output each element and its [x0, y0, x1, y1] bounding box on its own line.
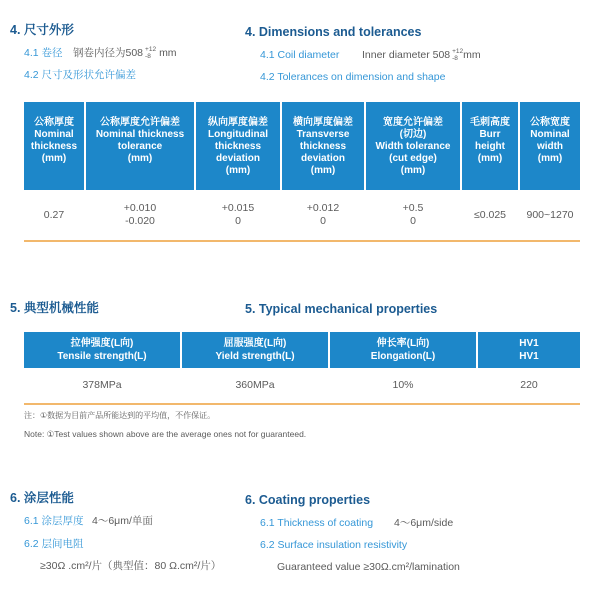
cell-value-lower: -0.020: [125, 215, 155, 227]
cell-value: 220: [520, 378, 538, 391]
header-nominal-width: [520, 102, 580, 190]
cell-elongation: [330, 372, 476, 398]
section-6-heading-en: 6. Coating properties: [245, 493, 371, 507]
header-line-zh: 伸长率(L向): [376, 338, 430, 349]
header-line-en: Tensile strength(L): [57, 351, 147, 362]
coating-thickness-value-en: 4～6μm/side: [394, 517, 454, 529]
header-line-en: thickness: [214, 141, 262, 152]
table-row: [24, 192, 580, 238]
tolerances-label-en: 4.2 Tolerances on dimension and shape: [260, 71, 446, 83]
cell-burr-height: [462, 192, 518, 238]
header-line-unit: (mm): [537, 153, 563, 164]
tolerances-label-zh: 4.2 尺寸及形状允许偏差: [24, 69, 137, 81]
cell-value: 378MPa: [82, 378, 122, 391]
header-nominal-thickness-tolerance: [86, 102, 194, 190]
header-line-en: Transverse: [296, 129, 350, 140]
tolerance-lower-en: -8: [452, 55, 458, 62]
cell-nominal-width: [520, 192, 580, 238]
cell-longitudinal-deviation: [196, 192, 280, 238]
cell-tensile-strength: [24, 372, 180, 398]
coil-diameter-tolerance-zh: [145, 46, 156, 60]
header-line-en: Longitudinal: [208, 129, 268, 140]
cell-value: 0.27: [43, 208, 65, 221]
tolerance-lower-zh: -8: [145, 53, 151, 60]
cell-hardness: [478, 372, 580, 398]
section-5-heading-en: 5. Typical mechanical properties: [245, 302, 438, 316]
header-line-en: deviation: [216, 153, 260, 164]
coil-diameter-unit-zh: mm: [159, 47, 177, 59]
header-line-unit: (mm): [41, 153, 67, 164]
table-bottom-divider: [24, 403, 580, 405]
header-line-en: height: [475, 141, 505, 152]
header-line-en: Nominal: [34, 129, 74, 140]
header-line-en: Burr: [479, 129, 501, 140]
coil-diameter-value-zh: [73, 46, 177, 60]
resistivity-label-zh: 6.2 层间电阻: [24, 538, 84, 550]
header-line-zh: 拉伸强度(L向): [70, 338, 134, 349]
coil-diameter-tolerance-en: [452, 48, 463, 62]
header-line-en: Elongation(L): [370, 351, 436, 362]
header-line-unit: (mm): [310, 165, 336, 176]
header-line-zh: HV1: [519, 338, 539, 349]
header-hardness: [478, 332, 580, 368]
cell-value-lower: 0: [410, 215, 416, 227]
resistivity-value-zh: ≥30Ω .cm²/片（典型值：80 Ω.cm²/片）: [40, 560, 222, 572]
header-line-en: HV1: [519, 351, 539, 362]
header-line-zh: 公称厚度: [34, 117, 74, 128]
cell-value-lower: 0: [320, 215, 326, 227]
cell-value-upper: +0.5: [402, 202, 424, 214]
cell-nominal-thickness: [24, 192, 84, 238]
coating-thickness-label-zh: 6.1 涂层厚度: [24, 515, 84, 527]
header-line-en: Yield strength(L): [215, 351, 295, 362]
cell-nominal-thickness-tolerance: [86, 192, 194, 238]
coil-diameter-value-en: [362, 48, 481, 62]
section-4-heading-zh: 4. 尺寸外形: [10, 23, 74, 37]
resistivity-value-en: Guaranteed value ≥30Ω.cm²/lamination: [277, 561, 460, 573]
cell-transverse-deviation: [282, 192, 364, 238]
coil-diameter-text-en: Inner diameter 508: [362, 49, 451, 61]
header-line-zh: 公称厚度允许偏差: [100, 117, 180, 128]
header-line-en: (cut edge): [389, 153, 437, 164]
header-line-en: Width tolerance: [375, 141, 451, 152]
section-5-heading-zh: 5. 典型机械性能: [10, 301, 99, 315]
cell-value: 10%: [392, 378, 414, 391]
cell-value-lower: 0: [235, 215, 241, 227]
cell-width-tolerance: [366, 192, 460, 238]
note-zh: 注：①数据为目前产品所能达到的平均值，不作保证。: [24, 411, 216, 420]
mechanical-table-header: [24, 332, 580, 368]
header-nominal-thickness: [24, 102, 84, 190]
header-tensile-strength: [24, 332, 180, 368]
section-6-heading-zh: 6. 涂层性能: [10, 491, 74, 505]
note-en: Note: ①Test values shown above are the average ones not for guaranteed.: [24, 429, 307, 439]
header-line-en: thickness: [299, 141, 347, 152]
header-line-zh: 宽度允许偏差: [383, 117, 443, 128]
header-line-en: tolerance: [117, 141, 163, 152]
table-row: [24, 372, 580, 398]
cell-value-upper: +0.012: [306, 202, 340, 214]
coil-diameter-text-zh: 钢卷内径为508: [73, 47, 144, 59]
section-4-heading-en: 4. Dimensions and tolerances: [245, 25, 422, 39]
cell-value-upper: +0.010: [123, 202, 157, 214]
cell-yield-strength: [182, 372, 328, 398]
header-width-tolerance: [366, 102, 460, 190]
header-line-zh: 屈服强度(L向): [223, 338, 287, 349]
coil-diameter-label-en: 4.1 Coil diameter: [260, 49, 340, 61]
resistivity-label-en: 6.2 Surface insulation resistivity: [260, 539, 408, 551]
coating-thickness-label-en: 6.1 Thickness of coating: [260, 517, 374, 529]
header-elongation: [330, 332, 476, 368]
header-line-zh: 毛刺高度: [470, 117, 510, 128]
header-line-zh: 公称宽度: [530, 117, 570, 128]
header-burr-height: [462, 102, 518, 190]
coil-diameter-label-zh: 4.1 卷径: [24, 47, 63, 59]
header-line-unit: (mm): [225, 165, 251, 176]
header-line-unit: (mm): [477, 153, 503, 164]
cell-value-upper: +0.015: [221, 202, 255, 214]
cell-value: 360MPa: [235, 378, 275, 391]
coil-diameter-unit-en: mm: [463, 49, 481, 61]
coating-thickness-value-zh: 4～6μm/单面: [92, 515, 153, 527]
header-line-en: width: [536, 141, 564, 152]
header-line-en: thickness: [30, 141, 78, 152]
header-transverse-deviation: [282, 102, 364, 190]
header-line-zh: (切边): [399, 129, 427, 140]
header-line-en: Nominal thickness: [95, 129, 185, 140]
header-longitudinal-deviation: [196, 102, 280, 190]
header-line-en: deviation: [301, 153, 345, 164]
cell-value: ≤0.025: [473, 208, 507, 221]
header-line-zh: 横向厚度偏差: [293, 117, 353, 128]
header-yield-strength: [182, 332, 328, 368]
cell-value: 900~1270: [526, 208, 574, 221]
tolerance-upper-en: +12: [452, 48, 464, 55]
dimensions-table-header: [24, 102, 580, 190]
header-line-unit: (mm): [400, 165, 426, 176]
header-line-zh: 纵向厚度偏差: [208, 117, 268, 128]
header-line-unit: (mm): [127, 153, 153, 164]
table-bottom-divider: [24, 240, 580, 242]
tolerance-upper-zh: +12: [145, 46, 157, 53]
header-line-en: Nominal: [530, 129, 570, 140]
